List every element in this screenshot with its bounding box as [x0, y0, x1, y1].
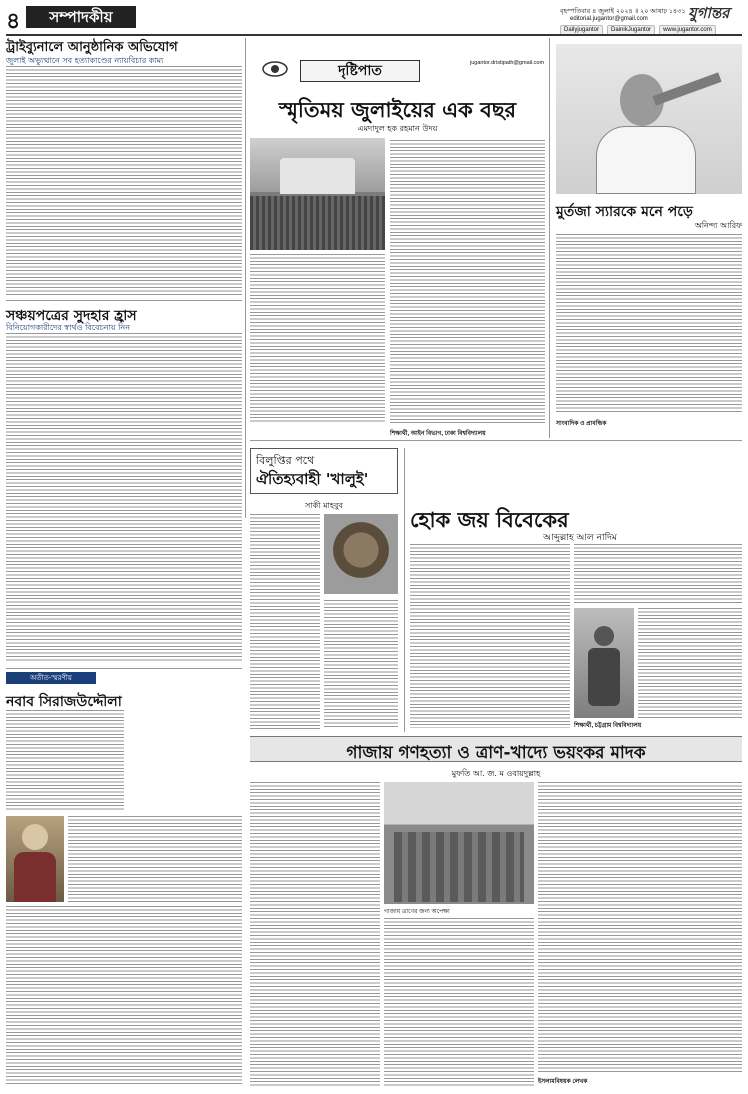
- feature-email: jugantor.dristipath@gmail.com: [470, 60, 545, 66]
- bottom-col3: [538, 782, 742, 1072]
- bottom-col2: [384, 918, 534, 1086]
- article3-body-top: [6, 710, 124, 810]
- khalui-title: ঐতিহ্যবাহী 'খালুই': [256, 470, 369, 488]
- article3-body-mid: [68, 816, 242, 902]
- column-divider: [245, 38, 246, 518]
- bibek-col1: [410, 544, 570, 728]
- portrait-illustration: [6, 816, 64, 902]
- feature-col1: [250, 254, 385, 424]
- article2-body: [6, 333, 242, 663]
- article1-title: ট্রাইব্যুনালে আনুষ্ঠানিক অভিযোগ: [6, 40, 178, 55]
- divider: [250, 440, 742, 441]
- article3-kicker: অতীত-স্মরণীয়: [6, 672, 96, 684]
- divider: [6, 300, 242, 301]
- khalui-col1: [250, 514, 320, 729]
- bibek-col2-bottom: [638, 608, 742, 718]
- feature-label: দৃষ্টিপাত: [300, 60, 420, 82]
- bibek-illustration: [574, 608, 634, 718]
- bottom-credit: ইসলামবিষয়ক লেখক: [538, 1079, 588, 1085]
- article1-subtitle: জুলাই অভ্যুত্থানে সব হত্যাকাণ্ডের ন্যায়বিচার কাম্য: [6, 56, 164, 65]
- divider: [6, 668, 242, 669]
- column-divider: [549, 38, 550, 438]
- twitter-link[interactable]: DainikJugantor: [607, 25, 655, 35]
- facebook-link[interactable]: Dailyjugantor: [560, 25, 603, 35]
- bottom-byline: মুফতি আ. জ. ম ওবায়দুল্লাহ: [451, 769, 541, 778]
- eye-icon: [262, 58, 288, 80]
- feature-col2: [390, 140, 545, 424]
- article2-subtitle: বিনিয়োগকারীদের স্বার্থও বিবেচনায় নিন: [6, 323, 130, 332]
- bottom-photo: [384, 782, 534, 904]
- article3-body-bottom: [6, 906, 242, 1086]
- bibek-byline: আব্দুল্লাহ আল নাদিম: [543, 533, 617, 543]
- article1-body: [6, 66, 242, 296]
- article2-title: সঞ্চয়পত্রের সুদহার হ্রাস: [6, 308, 137, 324]
- right-title: মুর্তজা স্যারকে মনে পড়ে: [556, 204, 693, 220]
- khalui-photo: [324, 514, 398, 594]
- article3-title: নবাব সিরাজউদ্দৌলা: [6, 694, 122, 710]
- feature-credit: শিক্ষার্থী, আইন বিভাগ, ঢাকা বিশ্ববিদ্যালয়: [390, 431, 486, 437]
- feature-byline: এমদাদুল হক রহমান উদয়: [357, 124, 438, 133]
- right-byline: অনিন্দ্য আরিফ: [694, 221, 742, 230]
- bottom-col1: [250, 782, 380, 1086]
- website-link[interactable]: www.jugantor.com: [659, 25, 716, 35]
- khalui-kicker: বিলুপ্তির পথে: [256, 454, 315, 467]
- bibek-credit: শিক্ষার্থী, চট্টগ্রাম বিশ্ববিদ্যালয়: [574, 723, 642, 729]
- page-number: ৪: [6, 8, 21, 34]
- bottom-title: গাজায় গণহত্যা ও ত্রাণ-খাদ্যে ভয়ংকর মাদক: [346, 743, 646, 763]
- date-line: বৃহস্পতিবার ৪ জুলাই ২০২৪ ॥ ২০ আষাঢ় ১৪৩১: [560, 8, 686, 15]
- section-title: সম্পাদকীয়: [26, 6, 136, 28]
- column-divider: [404, 448, 405, 732]
- feature-title: স্মৃতিময় জুলাইয়ের এক বছর: [278, 98, 517, 122]
- brand-logo: যুগান্তর: [688, 4, 730, 22]
- khalui-byline: সাকী মাহবুব: [305, 501, 343, 510]
- bibek-col2-top: [574, 544, 742, 604]
- portrait-photo: [556, 44, 742, 194]
- bibek-title: হোক জয় বিবেকের: [410, 508, 569, 532]
- right-body: [556, 234, 742, 414]
- bottom-photo-caption: গাজায় ত্রাণের জন্য অপেক্ষা: [384, 909, 450, 915]
- khalui-col2: [324, 600, 398, 729]
- editorial-email: editorial.jugantor@gmail.com: [570, 16, 648, 22]
- masthead-rule: [6, 34, 742, 36]
- feature-photo: [250, 138, 385, 250]
- right-credit: সাংবাদিক ও প্রাবন্ধিক: [556, 421, 607, 427]
